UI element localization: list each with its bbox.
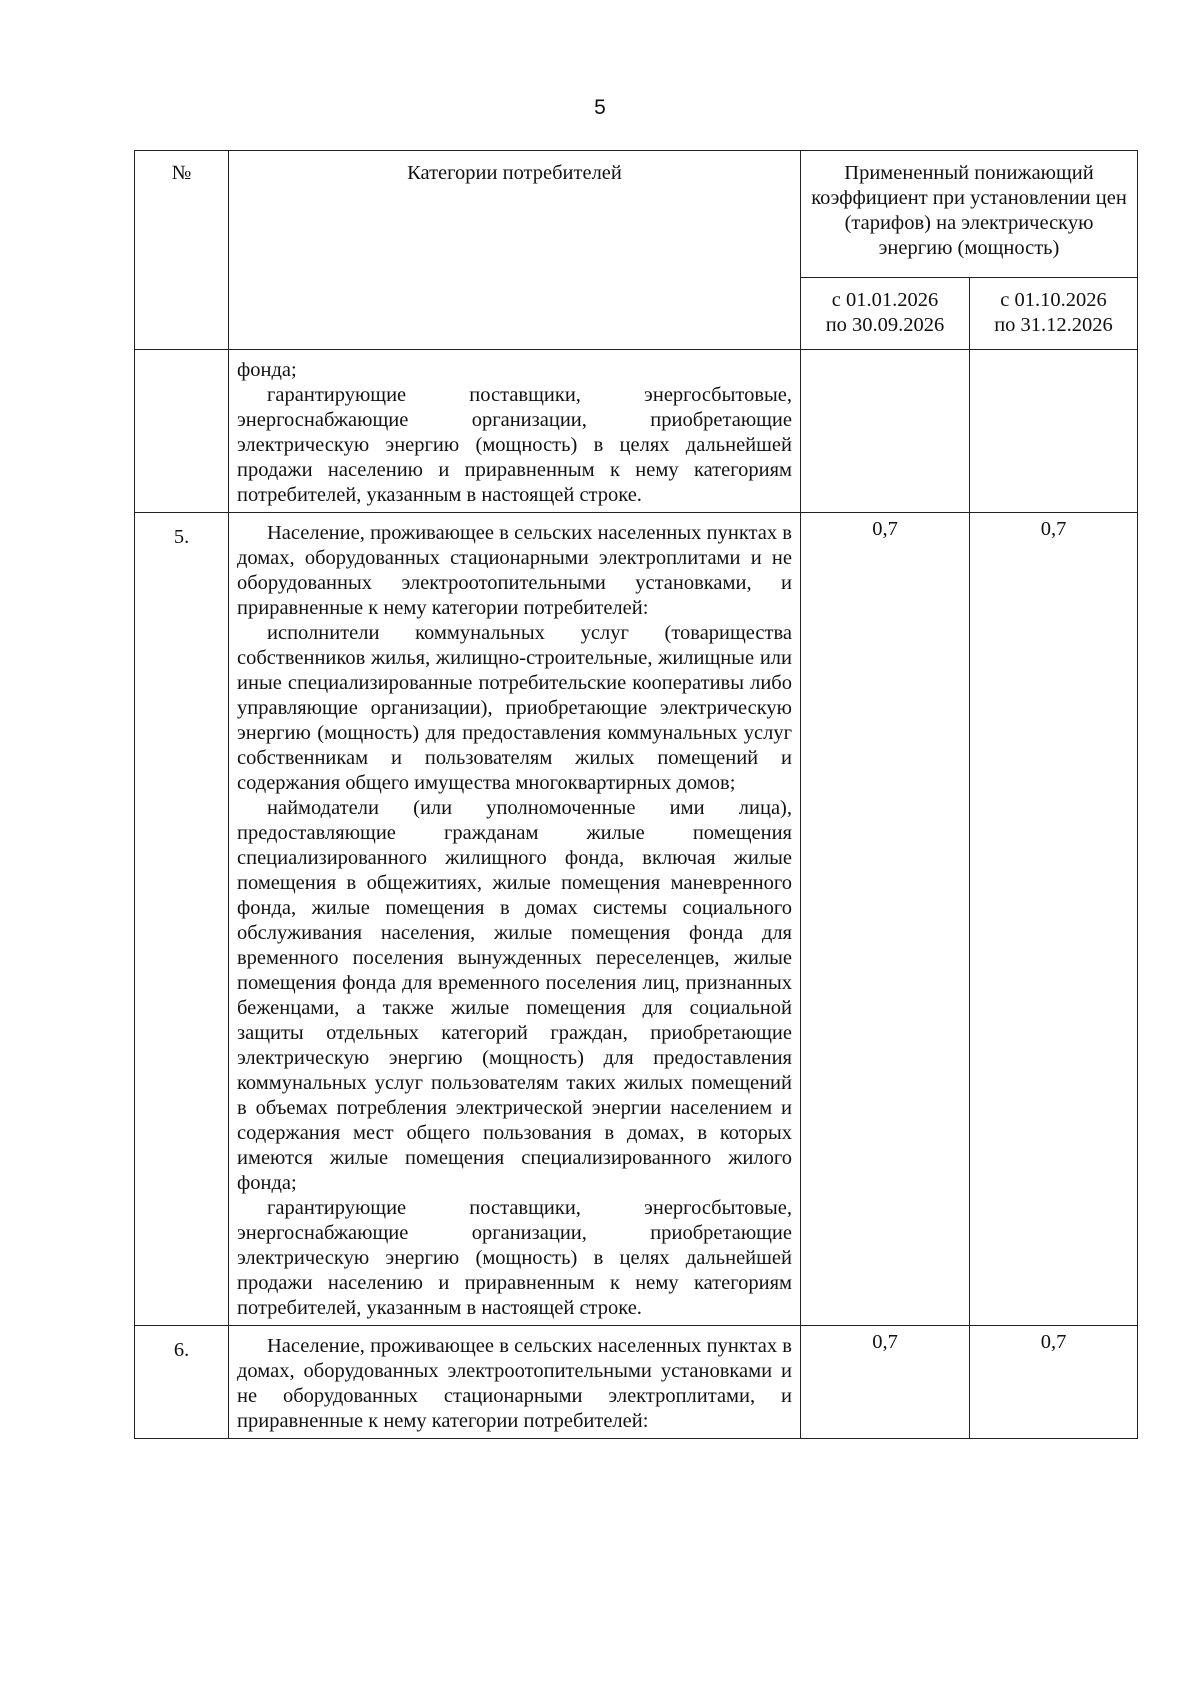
header-category: Категории потребителей bbox=[229, 151, 801, 350]
header-period-1-to: по 30.09.2026 bbox=[825, 314, 945, 336]
tariff-table bbox=[134, 150, 1138, 1439]
row-value-period-2: 0,7 bbox=[970, 1326, 1138, 1439]
header-period-2 bbox=[970, 278, 1138, 350]
category-paragraph: Население, проживающее в сельских населенных пунктах в домах, оборудованных стационарными электроплитами и не оборудованных электроотопительными установками, и приравненные к нему категории потребителей: bbox=[237, 522, 792, 619]
row-value-period-2 bbox=[970, 350, 1138, 513]
row-value-period-2: 0,7 bbox=[970, 513, 1138, 1326]
row-number: 6. bbox=[135, 1326, 229, 1439]
page-number: 5 bbox=[594, 96, 606, 119]
row-value-period-1: 0,7 bbox=[801, 513, 970, 1326]
category-paragraph: Население, проживающее в сельских населенных пунктах в домах, оборудованных электроотопительными установками и не оборудованных стационарными электроплитами, и приравненные к нему категории потребителей: bbox=[237, 1335, 792, 1432]
header-period-2-to: по 31.12.2026 bbox=[994, 314, 1113, 336]
category-paragraph: гарантирующие поставщики, энергосбытовые, энергоснабжающие организации, приобретающие электрическую энергию (мощность) в целях дальнейшей продажи населению и приравненным к нему категориям потребителей, указанным в настоящей строке. bbox=[237, 1197, 792, 1319]
header-period-2-from: с 01.10.2026 bbox=[1000, 289, 1107, 311]
table-row bbox=[135, 350, 1138, 513]
row-category bbox=[229, 1326, 801, 1439]
category-paragraph: гарантирующие поставщики, энергосбытовые, энергоснабжающие организации, приобретающие электрическую энергию (мощность) в целях дальнейшей продажи населению и приравненным к нему категориям потребителей, указанным в настоящей строке. bbox=[237, 384, 792, 506]
header-num: № bbox=[135, 151, 229, 350]
category-paragraph: фонда; bbox=[237, 359, 297, 381]
category-paragraph: исполнители коммунальных услуг (товарищества собственников жилья, жилищно-строительные, жилищные или иные специализированные потребительские кооперативы либо управляющие организации), приобретающие электрическую энергию (мощность) для предоставления коммунальных услуг собственникам и пользователям жилых помещений и содержания общего имущества многоквартирных домов; bbox=[237, 622, 792, 794]
row-number: 5. bbox=[135, 513, 229, 1326]
header-coefficient: Примененный понижающий коэффициент при установлении цен (тарифов) на электрическую энергию (мощность) bbox=[801, 151, 1138, 278]
row-category bbox=[229, 350, 801, 513]
table-row bbox=[135, 1326, 1138, 1439]
header-period-1-from: с 01.01.2026 bbox=[831, 289, 939, 311]
row-number bbox=[135, 350, 229, 513]
table-header-row bbox=[135, 151, 1138, 278]
header-period-1 bbox=[801, 278, 970, 350]
row-value-period-1: 0,7 bbox=[801, 1326, 970, 1439]
table-row bbox=[135, 513, 1138, 1326]
row-category bbox=[229, 513, 801, 1326]
category-paragraph: наймодатели (или уполномоченные ими лица), предоставляющие гражданам жилые помещения специализированного жилищного фонда, включая жилые помещения в общежитиях, жилые помещения маневренного фонда, жилые помещения в домах системы социального обслуживания населения, жилые помещения фонда для временного поселения вынужденных переселенцев, жилые помещения фонда для временного поселения лиц, признанных беженцами, а также жилые помещения для социальной защиты отдельных категорий граждан, приобретающие электрическую энергию (мощность) для предоставления коммунальных услуг пользователям таких жилых помещений в объемах потребления электрической энергии населением и содержания мест общего пользования в домах, в которых имеются жилые помещения специализированного жилого фонда; bbox=[237, 797, 792, 1194]
row-value-period-1 bbox=[801, 350, 970, 513]
